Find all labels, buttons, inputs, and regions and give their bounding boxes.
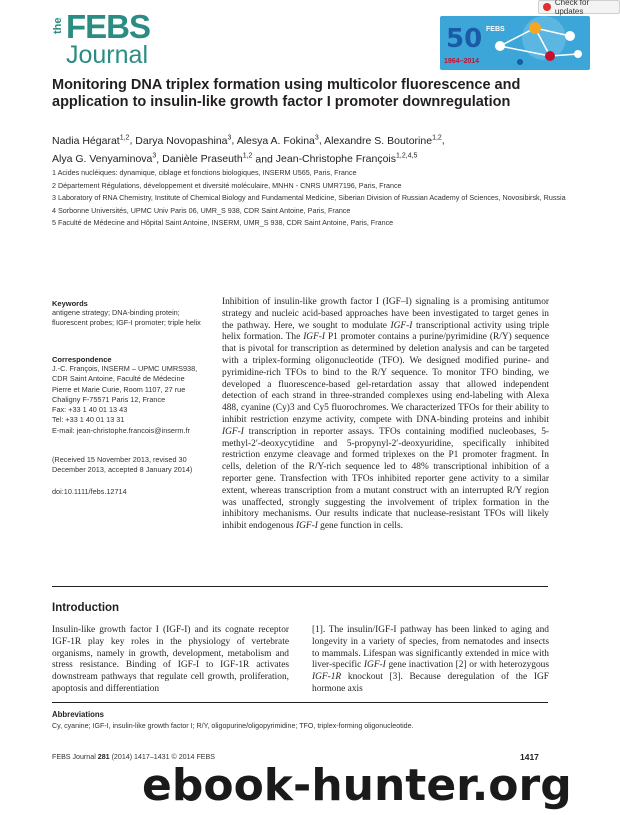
footer-volume: 281 (97, 753, 110, 761)
affiliation-item: 2 Département Régulations, développement et diversité moléculaire, MNHN - CNRS UMR7196, Paris, France (52, 180, 402, 190)
abbreviations-divider (52, 702, 548, 703)
author: Alexandre S. Boutorine$^{1,2}$ (324, 134, 442, 147)
introduction-column-right: [1]. The insulin/IGF-I pathway has been linked to aging and longevity in a variety of species, from nematodes and insects to mammals. Lifespan was significantly extended in mice with liver-specific IGF-I gene inactivation [2] or with heterozygous IGF-1R knockout [3]. Because deregulation of the IGF hormone axis (312, 625, 549, 694)
anniversary-badge (440, 16, 590, 70)
correspondence-block (52, 355, 217, 436)
footer-journal: FEBS Journal (52, 753, 96, 761)
watermark-text: ebook-hunter.org (142, 760, 572, 811)
logo-the-text: the (52, 17, 64, 34)
abstract: Inhibition of insulin-like growth factor I (IGF–I) signaling is a promising antitumor strategy and nucleic acid-based approaches have been investigated to target genes in the pathway. Here, we sought to modulate IGF-I transcriptional activity using triple helix formation. The IGF-I P1 promoter contains a purine/pyrimidine (R/Y) sequence that is pivotal for transcription as determined by deletion analysis and can be targeted with a triplex-forming oligonucleotide (TFO). We designed modified purine- and pyrimidine-rich TFOs to bind to the R/Y sequence. To monitor TFO binding, we developed a fluorescence-based gel-retardation assay that allowed independent detection of each strand in three-stranded complexes using end-labeling with Alexa 488, cyanine (Cy)3 and Cy5 fluorochromes. We characterized TFOs for their ability to inhibit restriction enzyme activity, compete with DNA-binding proteins and inhibit IGF-I transcription in reporter assays. TFOs containing modified nucleobases, 5-methyl-2′-deoxycytidine and 5-propynyl-2′-deoxyuridine, specifically inhibited restriction enzyme cleavage and formed triplexes on the P1 promoter fragment. In cells, deletion of the R/Y-rich sequence led to 48% transcriptional inhibition of a reporter gene. Transfection with TFOs inhibited reporter gene activity to a similar extent, whereas transcription from a mutant construct with an interrupted R/Y region was unaffected, strongly suggesting the involvement of triplex formation in the inhibitory mechanisms. Our results indicate that nuclease-resistant TFOs will likely inhibit endogenous IGF-I gene function in cells. (222, 297, 549, 532)
abbreviations-text: Cy, cyanine; IGF-I, insulin-like growth factor I; R/Y, oligopurine/oligopyrimidine; TFO, triplex-forming oligonucleotide. (52, 722, 414, 730)
paper-title: Monitoring DNA triplex formation using multicolor fluorescence and application to insulin-like growth factor I promoter downregulation (52, 77, 521, 110)
footer-rest: (2014) 1417–1431 © 2014 FEBS (109, 753, 215, 761)
correspondence-line: Pierre et Marie Curie, Room 1107, 27 rue (52, 384, 186, 394)
keywords-heading: Keywords (52, 299, 88, 308)
author: Darya Novopashina$^3$ (135, 134, 232, 147)
affiliations (52, 167, 582, 230)
check-for-updates-button[interactable] (538, 0, 620, 14)
author: Alesya A. Fokina$^3$ (236, 134, 319, 147)
anniversary-years: 1964–2014 (444, 58, 480, 65)
affiliation-item: 4 Sorbonne Universités, UPMC Univ Paris 06, UMR_S 938, CDR Saint Antoine, Paris, France (52, 205, 351, 215)
keywords-text: antigene strategy; DNA-binding protein; fluorescent probes; IGF-I promoter; triple helix (52, 308, 201, 328)
received-dates: (Received 15 November 2013, revised 30 December 2013, accepted 8 January 2014) (52, 455, 193, 475)
author: Jean-Christophe François$^{1,2,4,5}$ (275, 152, 418, 165)
logo-febs-text: FEBS (66, 8, 151, 45)
introduction-column-left: Insulin-like growth factor I (IGF-I) and its cognate receptor IGF-1R play key roles in the physiology of vertebrate organisms, namely in growth, development, metabolism and stress resistance. Binding of IGF-I to IGF-1R activates downstream pathways that regulate cell growth, proliferation, apoptosis and differentiation (52, 625, 289, 694)
author: Alya G. Venyaminova$^3$ (52, 152, 157, 165)
introduction-heading: Introduction (52, 602, 120, 614)
abbreviations-heading: Abbreviations (52, 710, 104, 719)
correspondence-heading: Correspondence (52, 355, 112, 364)
logo-journal-text: Journal (66, 41, 148, 69)
anniversary-brand: FEBS (486, 26, 505, 33)
correspondence-fax: Fax: +33 1 40 01 13 43 (52, 405, 128, 415)
author: Danièle Praseuth$^{1,2}$ (162, 152, 253, 165)
correspondence-line: J.-C. François, INSERM – UPMC UMRS938, (52, 364, 198, 373)
journal-logo (52, 8, 162, 68)
check-for-updates-label: Check for updates (554, 0, 590, 16)
section-divider (52, 586, 548, 587)
correspondence-email[interactable]: E-mail: jean-christophe.francois@inserm.fr (52, 425, 190, 435)
affiliation-item: 1 Acides nucléiques: dynamique, ciblage et fonctions biologiques, INSERM U565, Paris, France (52, 168, 357, 177)
crossmark-icon (543, 3, 551, 11)
affiliation-item: 5 Faculté de Médecine and Hôpital Saint Antoine, INSERM, UMR_S 938, CDR Saint Antoine, Paris, France (52, 218, 394, 228)
correspondence-line: Chaligny F-75571 Paris 12, France (52, 394, 166, 404)
keywords-block (52, 299, 207, 329)
correspondence-tel: Tel: +33 1 40 01 13 31 (52, 415, 125, 425)
doi-link[interactable]: doi:10.1111/febs.12714 (52, 487, 127, 496)
anniversary-number: 50 (446, 24, 483, 54)
author-list: Nadia Hégarat$^{1,2}$, Darya Novopashina$^3$, Alesya A. Fokina$^3$, Alexandre S. Boutorine$^{1,2}$, Alya G. Venyaminova$^3$, Danièle Praseuth$^{1,2}$ and Jean-Christophe François$^{1,2,4,5}$ (52, 134, 445, 165)
correspondence-line: CDR Saint Antoine, Faculté de Médecine (52, 374, 185, 384)
affiliation-item: 3 Laboratory of RNA Chemistry, Institute of Chemical Biology and Fundamental Medicine, Siberian Division of Russian Academy of Sciences, Novosibirsk, Russia (52, 193, 566, 203)
page-number: 1417 (520, 752, 539, 762)
author: Nadia Hégarat$^{1,2}$ (52, 134, 130, 147)
